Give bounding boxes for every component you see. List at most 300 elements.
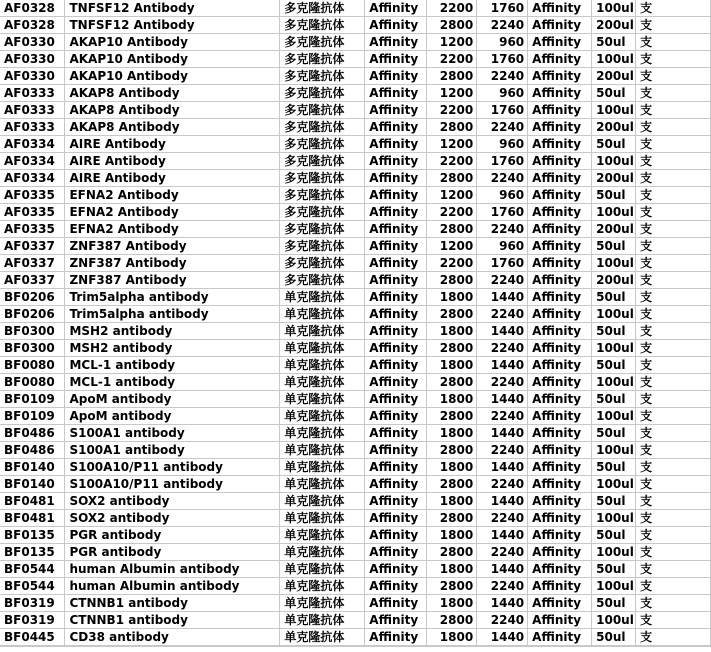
cell-supplier[interactable]: Affinity [528,238,592,255]
cell-unit[interactable]: 支 [636,544,711,561]
cell-type[interactable]: 单克隆抗体 [280,289,365,306]
cell-size[interactable]: 100ul [592,510,636,527]
cell-size[interactable]: 50ul [592,459,636,476]
cell-price[interactable]: 1800 [427,561,477,578]
cell-size[interactable]: 50ul [592,136,636,153]
cell-discount-price[interactable]: 1440 [477,391,528,408]
cell-size[interactable]: 100ul [592,578,636,595]
cell-brand[interactable]: Affinity [365,340,427,357]
cell-catalog[interactable]: BF0140 [0,476,65,493]
cell-price[interactable]: 1800 [427,357,477,374]
cell-type[interactable]: 单克隆抗体 [280,561,365,578]
cell-unit[interactable]: 支 [636,357,711,374]
cell-size[interactable]: 50ul [592,85,636,102]
cell-size[interactable]: 50ul [592,527,636,544]
cell-brand[interactable]: Affinity [365,204,427,221]
cell-supplier[interactable]: Affinity [528,612,592,629]
cell-type[interactable]: 单克隆抗体 [280,578,365,595]
cell-brand[interactable]: Affinity [365,68,427,85]
cell-catalog[interactable]: BF0080 [0,357,65,374]
cell-discount-price[interactable]: 2240 [477,612,528,629]
cell-supplier[interactable]: Affinity [528,204,592,221]
cell-unit[interactable]: 支 [636,85,711,102]
cell-price[interactable]: 2200 [427,153,477,170]
cell-price[interactable]: 1800 [427,391,477,408]
cell-product-name[interactable]: ZNF387 Antibody [65,238,280,255]
cell-product-name[interactable]: SOX2 antibody [65,493,280,510]
cell-product-name[interactable]: ZNF387 Antibody [65,255,280,272]
cell-catalog[interactable]: BF0486 [0,425,65,442]
cell-size[interactable]: 100ul [592,476,636,493]
cell-discount-price[interactable]: 960 [477,85,528,102]
cell-type[interactable]: 多克隆抗体 [280,187,365,204]
cell-discount-price[interactable]: 2240 [477,408,528,425]
cell-size[interactable]: 100ul [592,204,636,221]
cell-size[interactable]: 100ul [592,51,636,68]
cell-brand[interactable]: Affinity [365,17,427,34]
cell-type[interactable]: 单克隆抗体 [280,527,365,544]
cell-supplier[interactable]: Affinity [528,374,592,391]
cell-discount-price[interactable]: 1440 [477,595,528,612]
cell-discount-price[interactable]: 960 [477,136,528,153]
cell-size[interactable]: 100ul [592,255,636,272]
cell-unit[interactable]: 支 [636,612,711,629]
cell-brand[interactable]: Affinity [365,170,427,187]
cell-unit[interactable]: 支 [636,629,711,646]
cell-discount-price[interactable]: 1760 [477,204,528,221]
cell-type[interactable]: 多克隆抗体 [280,34,365,51]
cell-brand[interactable]: Affinity [365,561,427,578]
cell-discount-price[interactable]: 960 [477,34,528,51]
cell-brand[interactable]: Affinity [365,544,427,561]
cell-unit[interactable]: 支 [636,442,711,459]
cell-product-name[interactable]: AKAP8 Antibody [65,119,280,136]
cell-type[interactable]: 多克隆抗体 [280,68,365,85]
cell-unit[interactable]: 支 [636,459,711,476]
cell-catalog[interactable]: AF0333 [0,85,65,102]
cell-product-name[interactable]: human Albumin antibody [65,578,280,595]
cell-product-name[interactable]: S100A1 antibody [65,425,280,442]
cell-price[interactable]: 2800 [427,272,477,289]
cell-catalog[interactable]: AF0328 [0,0,65,17]
cell-price[interactable]: 2800 [427,544,477,561]
cell-supplier[interactable]: Affinity [528,221,592,238]
cell-supplier[interactable]: Affinity [528,629,592,646]
cell-type[interactable]: 多克隆抗体 [280,221,365,238]
cell-discount-price[interactable]: 2240 [477,306,528,323]
cell-brand[interactable]: Affinity [365,459,427,476]
cell-brand[interactable]: Affinity [365,306,427,323]
cell-product-name[interactable]: EFNA2 Antibody [65,187,280,204]
cell-supplier[interactable]: Affinity [528,34,592,51]
cell-brand[interactable]: Affinity [365,425,427,442]
cell-product-name[interactable]: Trim5alpha antibody [65,289,280,306]
cell-catalog[interactable]: AF0333 [0,119,65,136]
cell-product-name[interactable]: AKAP8 Antibody [65,85,280,102]
cell-discount-price[interactable]: 2240 [477,119,528,136]
cell-catalog[interactable]: BF0135 [0,544,65,561]
cell-brand[interactable]: Affinity [365,595,427,612]
cell-brand[interactable]: Affinity [365,408,427,425]
cell-catalog[interactable]: BF0140 [0,459,65,476]
cell-discount-price[interactable]: 1760 [477,255,528,272]
cell-type[interactable]: 单克隆抗体 [280,612,365,629]
cell-discount-price[interactable]: 2240 [477,170,528,187]
cell-type[interactable]: 单克隆抗体 [280,629,365,646]
cell-discount-price[interactable]: 1440 [477,561,528,578]
cell-discount-price[interactable]: 1440 [477,357,528,374]
cell-catalog[interactable]: AF0337 [0,255,65,272]
cell-product-name[interactable]: AIRE Antibody [65,170,280,187]
cell-price[interactable]: 1800 [427,425,477,442]
cell-brand[interactable]: Affinity [365,510,427,527]
cell-size[interactable]: 50ul [592,561,636,578]
cell-supplier[interactable]: Affinity [528,306,592,323]
cell-brand[interactable]: Affinity [365,136,427,153]
cell-brand[interactable]: Affinity [365,629,427,646]
cell-catalog[interactable]: BF0206 [0,289,65,306]
cell-supplier[interactable]: Affinity [528,51,592,68]
cell-catalog[interactable]: BF0300 [0,323,65,340]
cell-size[interactable]: 200ul [592,68,636,85]
cell-product-name[interactable]: CD38 antibody [65,629,280,646]
cell-unit[interactable]: 支 [636,493,711,510]
cell-product-name[interactable]: AIRE Antibody [65,136,280,153]
cell-unit[interactable]: 支 [636,289,711,306]
cell-type[interactable]: 单克隆抗体 [280,459,365,476]
cell-size[interactable]: 200ul [592,221,636,238]
cell-size[interactable]: 100ul [592,306,636,323]
cell-discount-price[interactable]: 2240 [477,68,528,85]
cell-supplier[interactable]: Affinity [528,153,592,170]
cell-unit[interactable]: 支 [636,255,711,272]
cell-product-name[interactable]: SOX2 antibody [65,510,280,527]
cell-product-name[interactable]: Trim5alpha antibody [65,306,280,323]
cell-product-name[interactable]: TNFSF12 Antibody [65,0,280,17]
cell-price[interactable]: 2800 [427,119,477,136]
cell-catalog[interactable]: BF0481 [0,510,65,527]
cell-unit[interactable]: 支 [636,34,711,51]
cell-discount-price[interactable]: 2240 [477,272,528,289]
cell-unit[interactable]: 支 [636,510,711,527]
cell-price[interactable]: 1200 [427,187,477,204]
cell-discount-price[interactable]: 2240 [477,17,528,34]
cell-unit[interactable]: 支 [636,0,711,17]
cell-supplier[interactable]: Affinity [528,357,592,374]
cell-unit[interactable]: 支 [636,374,711,391]
cell-price[interactable]: 2800 [427,578,477,595]
cell-type[interactable]: 单克隆抗体 [280,476,365,493]
cell-product-name[interactable]: ApoM antibody [65,408,280,425]
cell-product-name[interactable]: MSH2 antibody [65,323,280,340]
cell-type[interactable]: 多克隆抗体 [280,204,365,221]
cell-price[interactable]: 2800 [427,442,477,459]
cell-unit[interactable]: 支 [636,561,711,578]
cell-price[interactable]: 2800 [427,17,477,34]
cell-catalog[interactable]: AF0328 [0,17,65,34]
cell-size[interactable]: 100ul [592,442,636,459]
cell-discount-price[interactable]: 2240 [477,442,528,459]
cell-price[interactable]: 1800 [427,527,477,544]
cell-unit[interactable]: 支 [636,51,711,68]
cell-supplier[interactable]: Affinity [528,561,592,578]
cell-catalog[interactable]: BF0206 [0,306,65,323]
cell-price[interactable]: 1800 [427,629,477,646]
cell-type[interactable]: 单克隆抗体 [280,323,365,340]
cell-unit[interactable]: 支 [636,306,711,323]
cell-type[interactable]: 多克隆抗体 [280,255,365,272]
cell-product-name[interactable]: EFNA2 Antibody [65,204,280,221]
cell-brand[interactable]: Affinity [365,442,427,459]
cell-unit[interactable]: 支 [636,391,711,408]
cell-unit[interactable]: 支 [636,408,711,425]
cell-size[interactable]: 200ul [592,272,636,289]
cell-price[interactable]: 2800 [427,408,477,425]
cell-price[interactable]: 1800 [427,289,477,306]
cell-supplier[interactable]: Affinity [528,323,592,340]
cell-type[interactable]: 单克隆抗体 [280,425,365,442]
cell-price[interactable]: 2200 [427,204,477,221]
cell-catalog[interactable]: BF0300 [0,340,65,357]
cell-size[interactable]: 200ul [592,119,636,136]
cell-size[interactable]: 50ul [592,323,636,340]
cell-type[interactable]: 单克隆抗体 [280,544,365,561]
cell-size[interactable]: 100ul [592,153,636,170]
cell-type[interactable]: 多克隆抗体 [280,85,365,102]
cell-catalog[interactable]: BF0109 [0,408,65,425]
cell-supplier[interactable]: Affinity [528,187,592,204]
cell-unit[interactable]: 支 [636,119,711,136]
cell-supplier[interactable]: Affinity [528,102,592,119]
cell-brand[interactable]: Affinity [365,102,427,119]
cell-supplier[interactable]: Affinity [528,289,592,306]
cell-price[interactable]: 2800 [427,612,477,629]
cell-discount-price[interactable]: 960 [477,238,528,255]
cell-discount-price[interactable]: 2240 [477,578,528,595]
cell-price[interactable]: 1800 [427,493,477,510]
cell-product-name[interactable]: PGR antibody [65,527,280,544]
cell-product-name[interactable]: AKAP10 Antibody [65,68,280,85]
cell-discount-price[interactable]: 1760 [477,153,528,170]
cell-price[interactable]: 2800 [427,306,477,323]
cell-product-name[interactable]: CTNNB1 antibody [65,595,280,612]
cell-price[interactable]: 1200 [427,238,477,255]
cell-discount-price[interactable]: 2240 [477,544,528,561]
cell-catalog[interactable]: BF0544 [0,561,65,578]
cell-brand[interactable]: Affinity [365,119,427,136]
cell-discount-price[interactable]: 1440 [477,459,528,476]
cell-price[interactable]: 2800 [427,68,477,85]
cell-product-name[interactable]: S100A1 antibody [65,442,280,459]
cell-supplier[interactable]: Affinity [528,119,592,136]
cell-brand[interactable]: Affinity [365,527,427,544]
cell-catalog[interactable]: AF0333 [0,102,65,119]
cell-discount-price[interactable]: 1440 [477,527,528,544]
cell-size[interactable]: 100ul [592,544,636,561]
cell-unit[interactable]: 支 [636,187,711,204]
cell-discount-price[interactable]: 1440 [477,289,528,306]
cell-product-name[interactable]: EFNA2 Antibody [65,221,280,238]
cell-supplier[interactable]: Affinity [528,0,592,17]
cell-catalog[interactable]: BF0135 [0,527,65,544]
cell-product-name[interactable]: MCL-1 antibody [65,357,280,374]
cell-type[interactable]: 多克隆抗体 [280,238,365,255]
cell-size[interactable]: 50ul [592,357,636,374]
cell-discount-price[interactable]: 2240 [477,374,528,391]
cell-size[interactable]: 50ul [592,629,636,646]
cell-discount-price[interactable]: 2240 [477,510,528,527]
cell-supplier[interactable]: Affinity [528,442,592,459]
cell-type[interactable]: 单克隆抗体 [280,408,365,425]
cell-size[interactable]: 50ul [592,493,636,510]
cell-size[interactable]: 100ul [592,612,636,629]
cell-type[interactable]: 多克隆抗体 [280,102,365,119]
cell-discount-price[interactable]: 1440 [477,323,528,340]
cell-brand[interactable]: Affinity [365,612,427,629]
cell-price[interactable]: 1800 [427,323,477,340]
cell-brand[interactable]: Affinity [365,323,427,340]
cell-size[interactable]: 100ul [592,408,636,425]
cell-size[interactable]: 50ul [592,425,636,442]
cell-price[interactable]: 1200 [427,85,477,102]
cell-brand[interactable]: Affinity [365,357,427,374]
cell-catalog[interactable]: AF0334 [0,170,65,187]
cell-discount-price[interactable]: 1440 [477,493,528,510]
cell-supplier[interactable]: Affinity [528,340,592,357]
cell-size[interactable]: 100ul [592,0,636,17]
cell-price[interactable]: 1800 [427,459,477,476]
cell-brand[interactable]: Affinity [365,221,427,238]
cell-size[interactable]: 50ul [592,595,636,612]
cell-supplier[interactable]: Affinity [528,391,592,408]
cell-brand[interactable]: Affinity [365,51,427,68]
cell-catalog[interactable]: AF0330 [0,51,65,68]
cell-price[interactable]: 2200 [427,102,477,119]
cell-price[interactable]: 2800 [427,170,477,187]
cell-supplier[interactable]: Affinity [528,170,592,187]
cell-supplier[interactable]: Affinity [528,493,592,510]
cell-discount-price[interactable]: 960 [477,187,528,204]
cell-unit[interactable]: 支 [636,136,711,153]
cell-supplier[interactable]: Affinity [528,476,592,493]
cell-catalog[interactable]: BF0445 [0,629,65,646]
cell-brand[interactable]: Affinity [365,0,427,17]
cell-brand[interactable]: Affinity [365,187,427,204]
cell-product-name[interactable]: PGR antibody [65,544,280,561]
cell-product-name[interactable]: CTNNB1 antibody [65,612,280,629]
cell-brand[interactable]: Affinity [365,493,427,510]
cell-type[interactable]: 多克隆抗体 [280,0,365,17]
cell-brand[interactable]: Affinity [365,374,427,391]
cell-product-name[interactable]: human Albumin antibody [65,561,280,578]
cell-catalog[interactable]: AF0337 [0,238,65,255]
cell-discount-price[interactable]: 2240 [477,221,528,238]
cell-brand[interactable]: Affinity [365,476,427,493]
cell-catalog[interactable]: BF0481 [0,493,65,510]
cell-product-name[interactable]: ZNF387 Antibody [65,272,280,289]
cell-type[interactable]: 多克隆抗体 [280,136,365,153]
cell-discount-price[interactable]: 2240 [477,340,528,357]
cell-discount-price[interactable]: 1440 [477,629,528,646]
cell-type[interactable]: 单克隆抗体 [280,442,365,459]
cell-product-name[interactable]: AIRE Antibody [65,153,280,170]
cell-price[interactable]: 2800 [427,374,477,391]
cell-catalog[interactable]: AF0335 [0,187,65,204]
cell-unit[interactable]: 支 [636,153,711,170]
cell-supplier[interactable]: Affinity [528,85,592,102]
cell-supplier[interactable]: Affinity [528,527,592,544]
cell-size[interactable]: 200ul [592,170,636,187]
cell-price[interactable]: 2200 [427,0,477,17]
cell-product-name[interactable]: ApoM antibody [65,391,280,408]
cell-brand[interactable]: Affinity [365,272,427,289]
cell-catalog[interactable]: BF0319 [0,595,65,612]
cell-supplier[interactable]: Affinity [528,136,592,153]
cell-brand[interactable]: Affinity [365,85,427,102]
cell-unit[interactable]: 支 [636,102,711,119]
cell-catalog[interactable]: BF0109 [0,391,65,408]
cell-product-name[interactable]: AKAP10 Antibody [65,51,280,68]
cell-catalog[interactable]: AF0334 [0,153,65,170]
cell-unit[interactable]: 支 [636,595,711,612]
cell-price[interactable]: 1200 [427,34,477,51]
cell-catalog[interactable]: AF0330 [0,68,65,85]
cell-brand[interactable]: Affinity [365,34,427,51]
cell-catalog[interactable]: BF0544 [0,578,65,595]
cell-catalog[interactable]: AF0335 [0,204,65,221]
cell-supplier[interactable]: Affinity [528,425,592,442]
cell-supplier[interactable]: Affinity [528,595,592,612]
cell-brand[interactable]: Affinity [365,578,427,595]
cell-discount-price[interactable]: 1760 [477,0,528,17]
cell-supplier[interactable]: Affinity [528,17,592,34]
cell-price[interactable]: 2200 [427,51,477,68]
cell-product-name[interactable]: TNFSF12 Antibody [65,17,280,34]
cell-discount-price[interactable]: 2240 [477,476,528,493]
cell-discount-price[interactable]: 1440 [477,425,528,442]
cell-type[interactable]: 单克隆抗体 [280,595,365,612]
cell-supplier[interactable]: Affinity [528,544,592,561]
cell-size[interactable]: 50ul [592,238,636,255]
cell-size[interactable]: 50ul [592,391,636,408]
cell-type[interactable]: 多克隆抗体 [280,119,365,136]
cell-type[interactable]: 单克隆抗体 [280,306,365,323]
cell-price[interactable]: 2800 [427,340,477,357]
cell-catalog[interactable]: BF0486 [0,442,65,459]
cell-unit[interactable]: 支 [636,527,711,544]
cell-catalog[interactable]: AF0334 [0,136,65,153]
cell-price[interactable]: 2800 [427,476,477,493]
cell-unit[interactable]: 支 [636,340,711,357]
cell-type[interactable]: 单克隆抗体 [280,340,365,357]
cell-supplier[interactable]: Affinity [528,408,592,425]
cell-type[interactable]: 多克隆抗体 [280,51,365,68]
cell-type[interactable]: 单克隆抗体 [280,357,365,374]
cell-size[interactable]: 200ul [592,17,636,34]
cell-size[interactable]: 50ul [592,34,636,51]
cell-type[interactable]: 单克隆抗体 [280,493,365,510]
cell-type[interactable]: 单克隆抗体 [280,374,365,391]
cell-product-name[interactable]: AKAP8 Antibody [65,102,280,119]
cell-size[interactable]: 50ul [592,289,636,306]
cell-unit[interactable]: 支 [636,272,711,289]
cell-product-name[interactable]: S100A10/P11 antibody [65,459,280,476]
cell-product-name[interactable]: AKAP10 Antibody [65,34,280,51]
cell-brand[interactable]: Affinity [365,289,427,306]
cell-unit[interactable]: 支 [636,238,711,255]
cell-size[interactable]: 50ul [592,187,636,204]
cell-unit[interactable]: 支 [636,578,711,595]
